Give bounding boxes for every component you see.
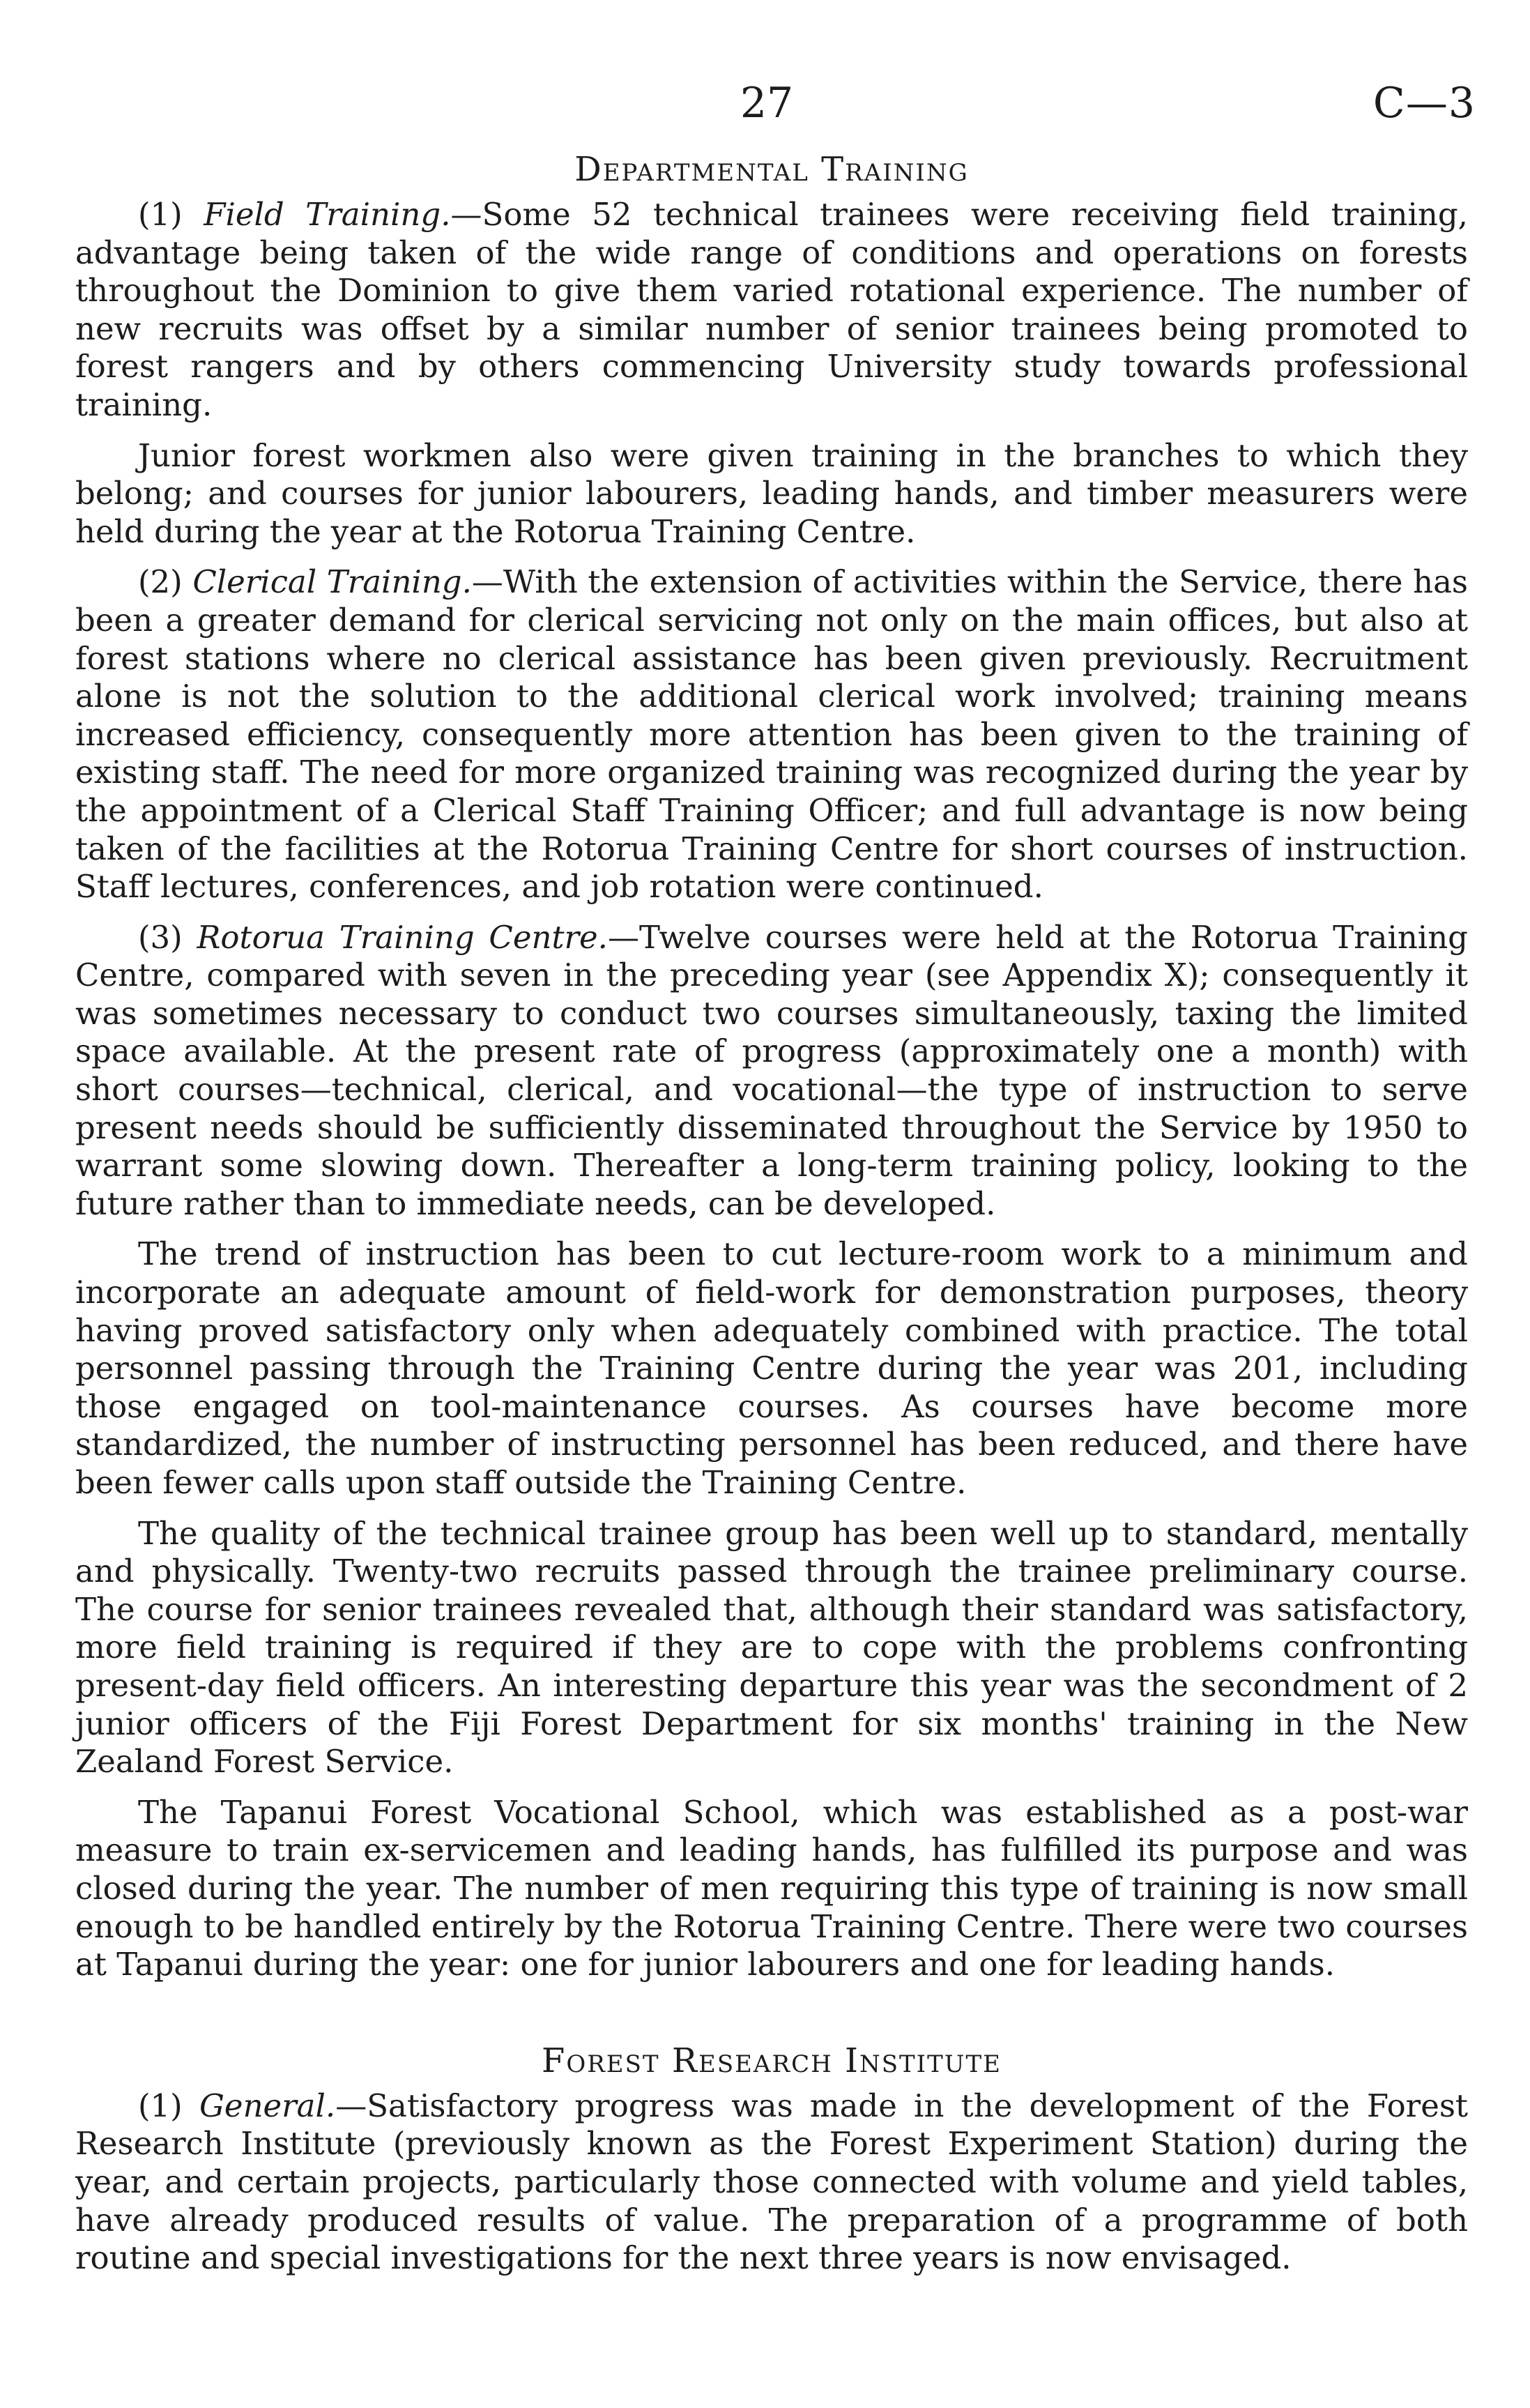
document-reference: C—3 [1372, 79, 1476, 128]
paragraph-text: Junior forest workmen also were given training in the branches to which they belong; and courses for junior labourers, leading hands, and timber measurers were held during the year at the Rotorua Training Centre. [75, 436, 1468, 550]
page-number: 27 [740, 79, 794, 128]
paragraph-title: General. [199, 2087, 336, 2124]
paragraph-number: (1) [138, 2087, 183, 2124]
paragraph-number: (2) [138, 563, 183, 601]
paragraph-number: (1) [138, 196, 183, 233]
paragraph-text: The quality of the technical trainee group has been well up to standard, mentally and physically. Twenty-two recruits passed through the trainee preliminary course. The course for senior trainees revealed that, although their standard was satisfactory, more field training is required if they are to cope with the problems confronting present-day field officers. An interesting departure this year was the secondment of 2 junior officers of the Fiji Forest Department for six months' training in the New Zealand Forest Service. [75, 1514, 1468, 1781]
paragraph-general [75, 2087, 1468, 2278]
page-body [75, 150, 1468, 2290]
paragraph-field-training [75, 196, 1468, 425]
paragraph-text: —Twelve courses were held at the Rotorua Training Centre, compared with seven in the preceding year (see Appendix X); consequently it was sometimes necessary to conduct two courses simultaneously, taxing the limited space available. At the present rate of progress (approximately one a month) with short courses—technical, clerical, and vocational—the type of instruction to serve present needs should be sufficiently disseminated throughout the Service by 1950 to warrant some slowing down. Thereafter a long-term training policy, looking to the future rather than to immediate needs, can be developed. [75, 918, 1468, 1222]
paragraph-title: Clerical Training. [192, 563, 472, 601]
paragraph-rotorua-training-centre [75, 919, 1468, 1224]
paragraph-title: Field Training. [204, 196, 451, 233]
paragraph-text: The Tapanui Forest Vocational School, which was established as a post-war measure to train ex-servicemen and leading hands, has fulfilled its purpose and was closed during the year. The number of men requiring this type of training is now small enough to be handled entirely by the Rotorua Training Centre. There were two courses at Tapanui during the year: one for junior labourers and one for leading hands. [75, 1793, 1468, 1983]
paragraph-junior-workmen [75, 437, 1468, 551]
paragraph-text: The trend of instruction has been to cut lecture-room work to a minimum and incorporate an adequate amount of field-work for demonstration purposes, theory having proved satisfactory only when adequately combined with practice. The total personnel passing through the Training Centre during the year was 201, including those engaged on tool-maintenance courses. As courses have become more standardized, the number of instructing personnel has been reduced, and there have been fewer calls upon staff outside the Training Centre. [75, 1235, 1468, 1501]
paragraph-trend-of-instruction [75, 1235, 1468, 1502]
paragraph-text: —Some 52 technical trainees were receiving field training, advantage being taken of the wide range of conditions and operations on forests throughout the Dominion to give them varied rotational experience. The number of new recruits was offset by a similar number of senior trainees being promoted to forest rangers and by others commencing University study towards professional training. [75, 196, 1468, 423]
paragraph-text: —With the extension of activities within the Service, there has been a greater demand for clerical servicing not only on the main offices, but also at forest stations where no clerical assistance has been given previously. Recruitment alone is not the solution to the additional clerical work involved; training means increased efficiency, consequently more attention has been given to the training of existing staff. The need for more organized training was recognized during the year by the appointment of a Clerical Staff Training Officer; and full advantage is now being taken of the facilities at the Rotorua Training Centre for short courses of instruction. Staff lectures, conferences, and job rotation were continued. [75, 563, 1468, 906]
section-heading-departmental-training: Departmental Training [574, 150, 969, 189]
paragraph-tapanui-school [75, 1794, 1468, 1984]
section-heading-forest-research-institute: Forest Research Institute [542, 2041, 1002, 2080]
paragraph-clerical-training [75, 563, 1468, 906]
paragraph-number: (3) [138, 918, 183, 956]
paragraph-title: Rotorua Training Centre. [197, 918, 608, 956]
paragraph-text: —Satisfactory progress was made in the development of the Forest Research Institute (previously known as the Forest Experiment Station) during the year, and certain projects, particularly those connected with volume and yield tables, have already produced results of value. The preparation of a programme of both routine and special investigations for the next three years is now envisaged. [75, 2087, 1469, 2277]
paragraph-trainee-quality [75, 1515, 1468, 1781]
